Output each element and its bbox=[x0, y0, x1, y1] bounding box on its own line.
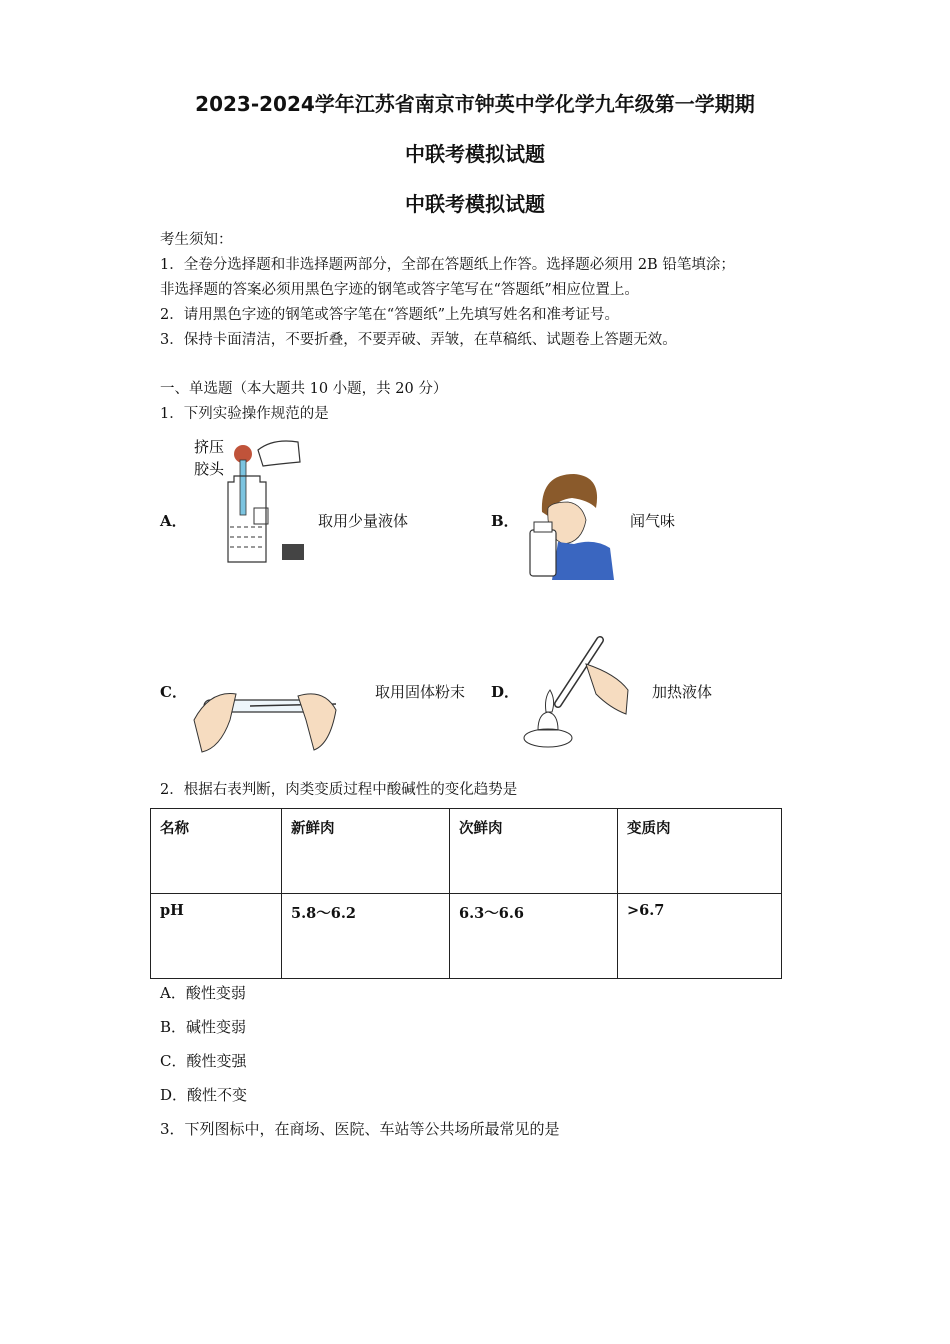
table-header-cell: 名称 bbox=[151, 809, 282, 894]
q2-choice-b: B．碱性变弱 bbox=[160, 1018, 247, 1036]
dropper-illustration bbox=[188, 432, 313, 567]
option-d-text: 加热液体 bbox=[652, 683, 713, 701]
ph-table bbox=[150, 808, 782, 979]
table-cell: >6.7 bbox=[618, 894, 782, 979]
question-2-stem: 2．根据右表判断，肉类变质过程中酸碱性的变化趋势是 bbox=[160, 782, 518, 798]
figure-label-bulb: 胶头 bbox=[194, 460, 225, 478]
page-title-line2: 中联考模拟试题 bbox=[405, 142, 545, 166]
powder-illustration bbox=[190, 680, 340, 760]
heating-figure bbox=[516, 634, 634, 754]
option-c-text: 取用固体粉末 bbox=[375, 683, 466, 701]
table-row bbox=[151, 809, 782, 894]
heating-illustration bbox=[516, 634, 634, 750]
page-title-line1: 2023-2024学年江苏省南京市钟英中学化学九年级第一学期期 bbox=[195, 92, 755, 116]
section-heading: 一、单选题（本大题共 10 小题，共 20 分） bbox=[160, 381, 448, 397]
dropper-figure bbox=[188, 432, 313, 571]
option-d-letter: D． bbox=[491, 683, 520, 701]
q2-choice-c: C．酸性变强 bbox=[160, 1052, 247, 1070]
figure-label-squeeze: 挤压 bbox=[194, 438, 225, 456]
option-c-letter: C． bbox=[160, 683, 187, 701]
q2-choice-a: A．酸性变弱 bbox=[160, 984, 246, 1002]
option-a-text: 取用少量液体 bbox=[318, 512, 409, 530]
table-cell: pH bbox=[151, 894, 282, 979]
q2-choice-d: D．酸性不变 bbox=[160, 1086, 248, 1104]
notice-heading: 考生须知： bbox=[160, 232, 233, 248]
notice-item: 1．全卷分选择题和非选择题两部分，全部在答题纸上作答。选择题必须用 2B 铅笔填涂； bbox=[160, 257, 735, 273]
notice-item: 3．保持卡面清洁，不要折叠，不要弄破、弄皱，在草稿纸、试题卷上答题无效。 bbox=[160, 332, 677, 348]
smell-illustration bbox=[524, 468, 616, 580]
table-header-cell: 次鲜肉 bbox=[450, 809, 618, 894]
question-1-stem: 1．下列实验操作规范的是 bbox=[160, 406, 329, 422]
table-cell: 6.3～6.6 bbox=[450, 894, 618, 979]
option-b-text: 闻气味 bbox=[630, 512, 676, 530]
table-header-cell: 新鲜肉 bbox=[282, 809, 450, 894]
table-cell: 5.8～6.2 bbox=[282, 894, 450, 979]
option-b-letter: B． bbox=[491, 512, 519, 530]
notice-item: 非选择题的答案必须用黑色字迹的钢笔或答字笔写在“答题纸”相应位置上。 bbox=[160, 282, 639, 298]
notice-item: 2．请用黑色字迹的钢笔或答字笔在“答题纸”上先填写姓名和准考证号。 bbox=[160, 307, 620, 323]
option-a-letter: A． bbox=[160, 512, 187, 530]
table-row bbox=[151, 894, 782, 979]
page-title-line3: 中联考模拟试题 bbox=[405, 192, 545, 216]
table-header-cell: 变质肉 bbox=[618, 809, 782, 894]
powder-figure bbox=[190, 680, 340, 764]
question-3-stem: 3．下列图标中，在商场、医院、车站等公共场所最常见的是 bbox=[160, 1120, 560, 1138]
smell-figure bbox=[524, 468, 616, 584]
